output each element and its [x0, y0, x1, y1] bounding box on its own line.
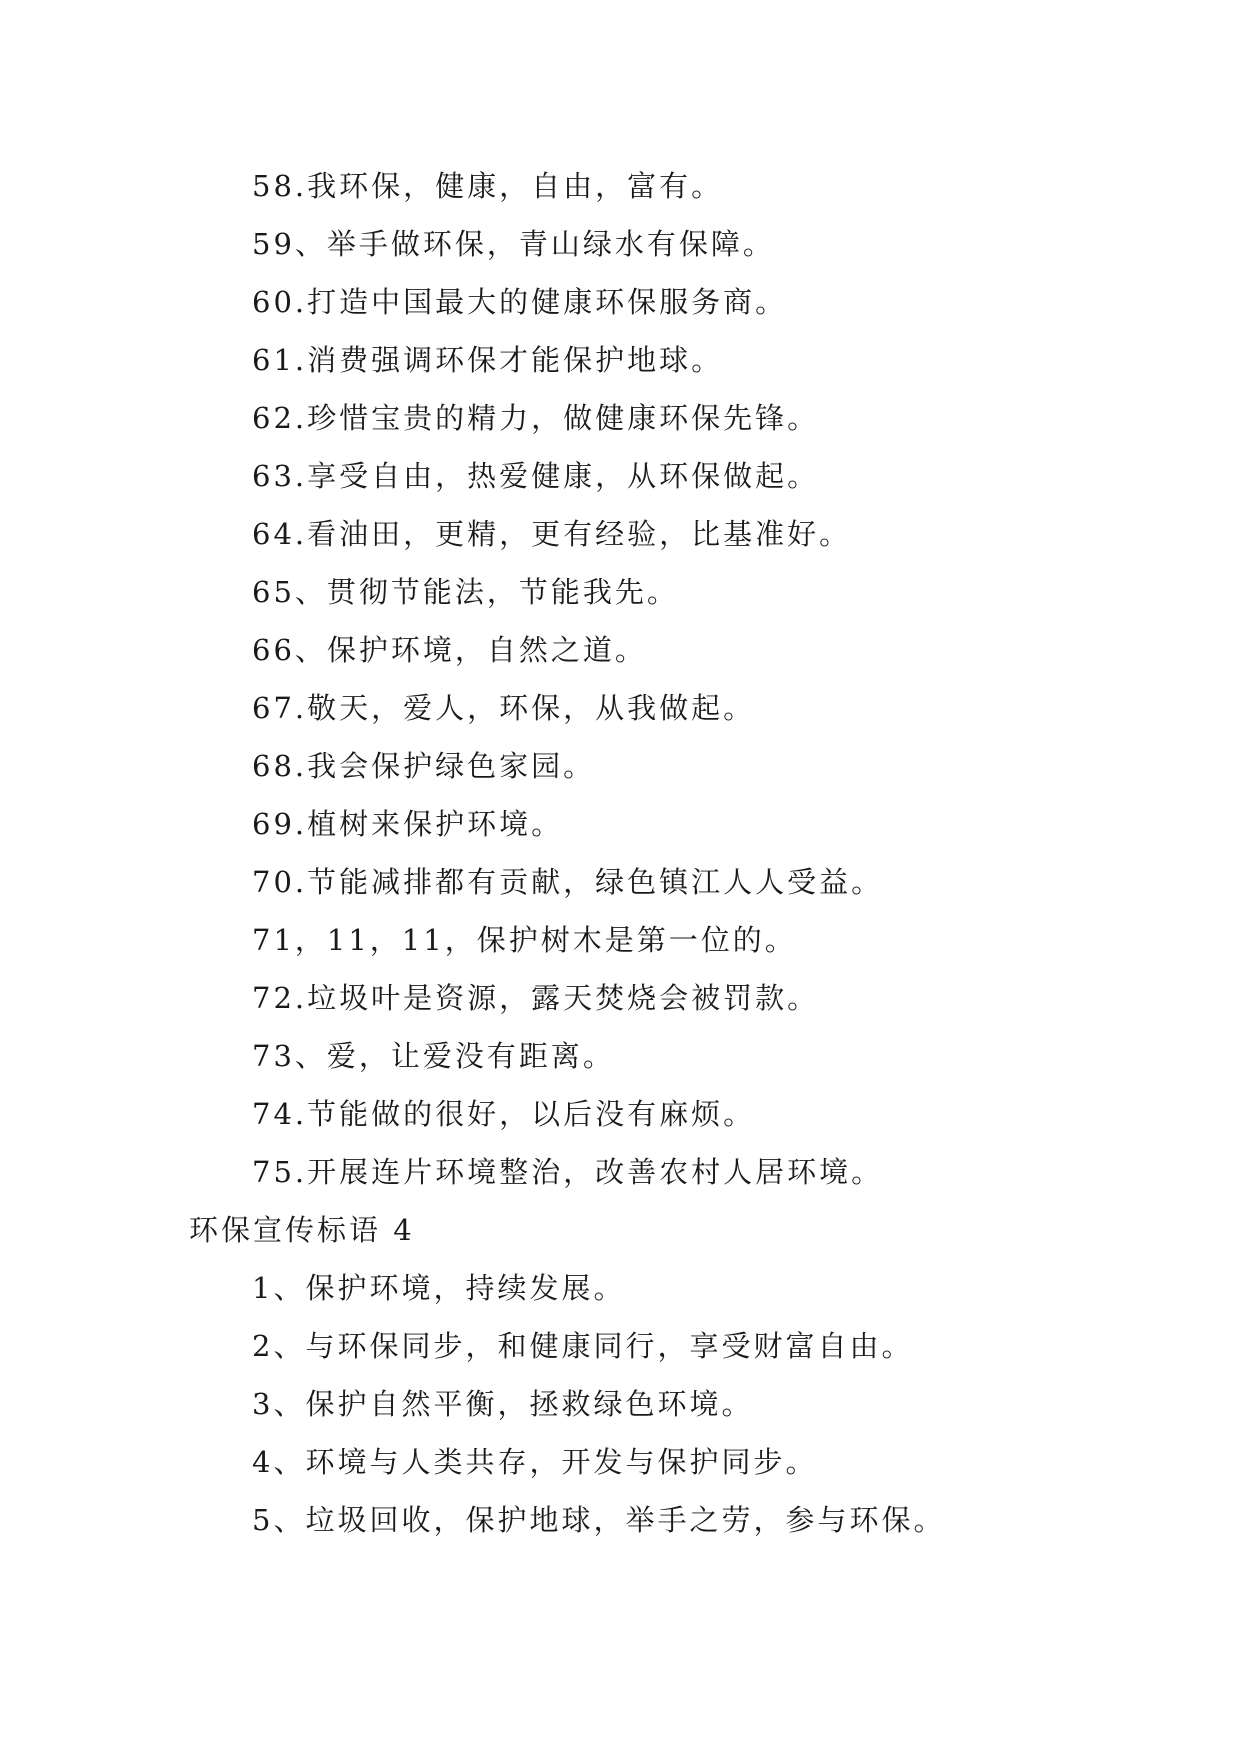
slogan-item-58: 58.我环保，健康，自由，富有。 — [252, 169, 724, 203]
slogan-item-66: 66、保护环境，自然之道。 — [252, 633, 647, 667]
slogan-item-4: 4、环境与人类共存，开发与保护同步。 — [252, 1445, 818, 1479]
slogan-item-74: 74.节能做的很好，以后没有麻烦。 — [252, 1097, 756, 1131]
slogan-item-68: 68.我会保护绿色家园。 — [252, 749, 596, 783]
slogan-item-70: 70.节能减排都有贡献，绿色镇江人人受益。 — [252, 865, 884, 899]
document-content — [0, 157, 1241, 1549]
section-heading: 环保宣传标语 4 — [189, 1213, 415, 1247]
slogan-item-60: 60.打造中国最大的健康环保服务商。 — [252, 285, 788, 319]
slogan-item-61: 61.消费强调环保才能保护地球。 — [252, 343, 724, 377]
slogan-item-2: 2、与环保同步，和健康同行，享受财富自由。 — [252, 1329, 914, 1363]
slogan-item-62: 62.珍惜宝贵的精力，做健康环保先锋。 — [252, 401, 820, 435]
slogan-item-69: 69.植树来保护环境。 — [252, 807, 564, 841]
slogan-item-64: 64.看油田，更精，更有经验，比基准好。 — [252, 517, 852, 551]
slogan-item-1: 1、保护环境，持续发展。 — [252, 1271, 626, 1305]
slogan-item-3: 3、保护自然平衡，拯救绿色环境。 — [252, 1387, 754, 1421]
slogan-item-75: 75.开展连片环境整治，改善农村人居环境。 — [252, 1155, 884, 1189]
slogan-item-5: 5、垃圾回收，保护地球，举手之劳，参与环保。 — [252, 1503, 946, 1537]
slogan-item-71: 71，11，11，保护树木是第一位的。 — [252, 923, 797, 957]
slogan-item-63: 63.享受自由，热爱健康，从环保做起。 — [252, 459, 820, 493]
slogan-item-73: 73、爱，让爱没有距离。 — [252, 1039, 615, 1073]
slogan-item-65: 65、贯彻节能法，节能我先。 — [252, 575, 679, 609]
slogan-item-72: 72.垃圾叶是资源，露天焚烧会被罚款。 — [252, 981, 820, 1015]
slogan-item-67: 67.敬天，爱人，环保，从我做起。 — [252, 691, 756, 725]
slogan-item-59: 59、举手做环保，青山绿水有保障。 — [252, 227, 775, 261]
